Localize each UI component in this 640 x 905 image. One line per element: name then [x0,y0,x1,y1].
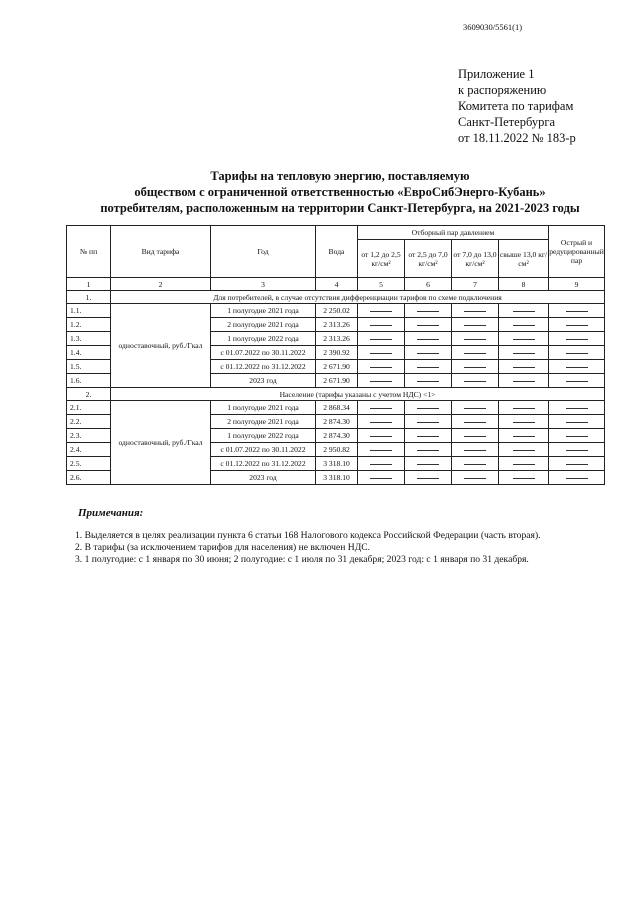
row-year: 1 полугодие 2022 года [211,429,316,443]
empty-cell [549,471,605,485]
empty-cell [549,429,605,443]
empty-cell [549,415,605,429]
empty-cell [452,443,499,457]
empty-cell [452,471,499,485]
empty-cell [549,457,605,471]
empty-cell [358,374,405,388]
empty-cell [549,360,605,374]
appendix-line: Комитета по тарифам [458,99,574,113]
dash-mark [370,464,392,465]
header-steam-group: Отборный пар давлением [358,226,549,240]
table-row [67,304,605,318]
empty-cell [549,443,605,457]
title-line: потребителям, расположенным на территории Санкт-Петербурга, на 2021-2023 годы [100,201,580,215]
empty-cell [358,332,405,346]
row-number: 2.4. [67,443,111,457]
dash-mark [370,311,392,312]
col-number: 8 [499,278,549,291]
dash-mark [417,339,439,340]
appendix-line: Санкт-Петербурга [458,115,556,129]
row-year: с 01.07.2022 по 30.11.2022 [211,346,316,360]
dash-mark [464,311,486,312]
dash-mark [513,367,535,368]
empty-cell [452,415,499,429]
appendix-line: от 18.11.2022 № 183-р [458,131,576,145]
section-number: 2. [67,388,111,401]
dash-mark [464,339,486,340]
dash-mark [464,450,486,451]
dash-mark [513,311,535,312]
empty-cell [405,304,452,318]
empty-cell [358,443,405,457]
empty-cell [499,304,549,318]
empty-cell [499,360,549,374]
dash-mark [566,339,588,340]
dash-mark [370,436,392,437]
dash-mark [464,381,486,382]
col-number: 7 [452,278,499,291]
dash-mark [370,450,392,451]
note-item: 1. Выделяется в целях реализации пункта 6 статьи 168 Налогового кодекса Российской Федерации (часть вторая). [75,530,541,541]
dash-mark [464,408,486,409]
dash-mark [417,464,439,465]
col-number: 2 [111,278,211,291]
empty-cell [358,360,405,374]
row-year: 2 полугодие 2021 года [211,415,316,429]
row-year: 1 полугодие 2021 года [211,304,316,318]
row-number: 1.6. [67,374,111,388]
empty-cell [358,429,405,443]
empty-cell [452,401,499,415]
dash-mark [566,422,588,423]
dash-mark [566,464,588,465]
header-steam-3: от 7,0 до 13,0 кг/см² [452,240,499,278]
empty-cell [405,374,452,388]
empty-cell [452,429,499,443]
row-number: 2.5. [67,457,111,471]
row-year: с 01.07.2022 по 30.11.2022 [211,443,316,457]
dash-mark [513,353,535,354]
dash-mark [513,478,535,479]
dash-mark [464,464,486,465]
title-line: Тарифы на тепловую энергию, поставляемую [210,169,470,183]
dash-mark [566,325,588,326]
appendix-line: Приложение 1 [458,67,535,81]
header-sharp-steam: Острый и редуцированный пар [549,226,605,278]
empty-cell [405,318,452,332]
title-line: обществом с ограниченной ответственностью «ЕвроСибЭнерго-Кубань» [134,185,546,199]
empty-cell [358,457,405,471]
dash-mark [566,408,588,409]
dash-mark [370,478,392,479]
empty-cell [549,332,605,346]
dash-mark [566,450,588,451]
dash-mark [513,339,535,340]
row-year: 1 полугодие 2021 года [211,401,316,415]
dash-mark [513,408,535,409]
dash-mark [566,436,588,437]
row-year: 2023 год [211,471,316,485]
col-number: 5 [358,278,405,291]
empty-cell [499,457,549,471]
row-year: 2 полугодие 2021 года [211,318,316,332]
dash-mark [417,325,439,326]
empty-cell [452,360,499,374]
empty-cell [499,346,549,360]
row-number: 2.6. [67,471,111,485]
empty-cell [549,346,605,360]
empty-cell [549,304,605,318]
empty-cell [405,429,452,443]
empty-cell [452,304,499,318]
tariff-table [66,225,605,485]
dash-mark [464,353,486,354]
dash-mark [417,381,439,382]
header-year: Год [211,226,316,278]
dash-mark [417,478,439,479]
row-water-tariff: 3 318.10 [316,471,358,485]
empty-cell [549,374,605,388]
empty-cell [405,401,452,415]
row-water-tariff: 3 318.10 [316,457,358,471]
dash-mark [417,422,439,423]
empty-cell [405,360,452,374]
empty-cell [405,346,452,360]
empty-cell [405,457,452,471]
row-number: 1.2. [67,318,111,332]
dash-mark [417,311,439,312]
section-number: 1. [67,291,111,304]
notes-list [75,530,541,566]
header-steam-1: от 1,2 до 2,5 кг/см² [358,240,405,278]
header-water: Вода [316,226,358,278]
row-number: 2.1. [67,401,111,415]
tariff-type: одноставочный, руб./Гкал [111,304,211,388]
row-number: 2.2. [67,415,111,429]
empty-cell [452,346,499,360]
dash-mark [513,450,535,451]
empty-cell [499,332,549,346]
empty-cell [452,457,499,471]
row-year: с 01.12.2022 по 31.12.2022 [211,457,316,471]
dash-mark [417,367,439,368]
dash-mark [513,464,535,465]
empty-cell [499,443,549,457]
row-number: 1.3. [67,332,111,346]
dash-mark [464,422,486,423]
note-item: 2. В тарифы (за исключением тарифов для населения) не включен НДС. [75,542,371,553]
dash-mark [370,353,392,354]
row-water-tariff: 2 313.26 [316,332,358,346]
row-water-tariff: 2 874.30 [316,429,358,443]
dash-mark [370,367,392,368]
dash-mark [370,339,392,340]
empty-cell [499,318,549,332]
dash-mark [566,478,588,479]
appendix-block [458,66,576,146]
dash-mark [464,478,486,479]
row-year: с 01.12.2022 по 31.12.2022 [211,360,316,374]
empty-cell [452,374,499,388]
empty-cell [358,304,405,318]
dash-mark [513,325,535,326]
empty-cell [358,471,405,485]
dash-mark [370,381,392,382]
dash-mark [417,450,439,451]
table-row [67,401,605,415]
empty-cell [358,415,405,429]
dash-mark [464,325,486,326]
empty-cell [358,401,405,415]
notes-title: Примечания: [78,507,144,519]
row-water-tariff: 2 313.26 [316,318,358,332]
note-item: 3. 1 полугодие: с 1 января по 30 июня; 2 полугодие: с 1 июля по 31 декабря; 2023 год: с 1 января по 31 декабря. [75,554,529,565]
empty-cell [499,471,549,485]
col-number: 3 [211,278,316,291]
appendix-line: к распоряжению [458,83,547,97]
empty-cell [499,374,549,388]
row-number: 1.4. [67,346,111,360]
dash-mark [513,422,535,423]
empty-cell [499,429,549,443]
empty-cell [358,318,405,332]
row-year: 1 полугодие 2022 года [211,332,316,346]
row-water-tariff: 2 250.02 [316,304,358,318]
col-number: 6 [405,278,452,291]
dash-mark [566,381,588,382]
row-number: 2.3. [67,429,111,443]
row-water-tariff: 2 671.90 [316,360,358,374]
col-number: 4 [316,278,358,291]
document-id: 3609030/5561(1) [463,22,523,32]
dash-mark [566,311,588,312]
section-title: Для потребителей, в случае отсутствия дифференциации тарифов по схеме подключения [111,291,605,304]
row-water-tariff: 2 390.92 [316,346,358,360]
section-title: Население (тарифы указаны с учетом НДС) <1> [111,388,605,401]
empty-cell [549,318,605,332]
dash-mark [513,381,535,382]
row-water-tariff: 2 671.90 [316,374,358,388]
dash-mark [417,436,439,437]
empty-cell [452,332,499,346]
dash-mark [513,436,535,437]
dash-mark [464,436,486,437]
dash-mark [370,422,392,423]
header-tariff-type: Вид тарифа [111,226,211,278]
dash-mark [370,325,392,326]
empty-cell [358,346,405,360]
header-num: № пп [67,226,111,278]
empty-cell [405,332,452,346]
empty-cell [405,415,452,429]
row-water-tariff: 2 868.34 [316,401,358,415]
dash-mark [566,367,588,368]
dash-mark [417,353,439,354]
table-body [67,291,605,485]
dash-mark [566,353,588,354]
tariff-type: одноставочный, руб./Гкал [111,401,211,485]
row-water-tariff: 2 950.82 [316,443,358,457]
header-steam-2: от 2,5 до 7,0 кг/см² [405,240,452,278]
empty-cell [452,318,499,332]
row-water-tariff: 2 874.30 [316,415,358,429]
empty-cell [405,471,452,485]
col-number: 9 [549,278,605,291]
dash-mark [417,408,439,409]
empty-cell [549,401,605,415]
col-number: 1 [67,278,111,291]
row-year: 2023 год [211,374,316,388]
empty-cell [499,415,549,429]
document-title [60,168,620,216]
empty-cell [405,443,452,457]
dash-mark [464,367,486,368]
empty-cell [499,401,549,415]
row-number: 1.1. [67,304,111,318]
dash-mark [370,408,392,409]
header-steam-4: свыше 13,0 кг/см² [499,240,549,278]
row-number: 1.5. [67,360,111,374]
